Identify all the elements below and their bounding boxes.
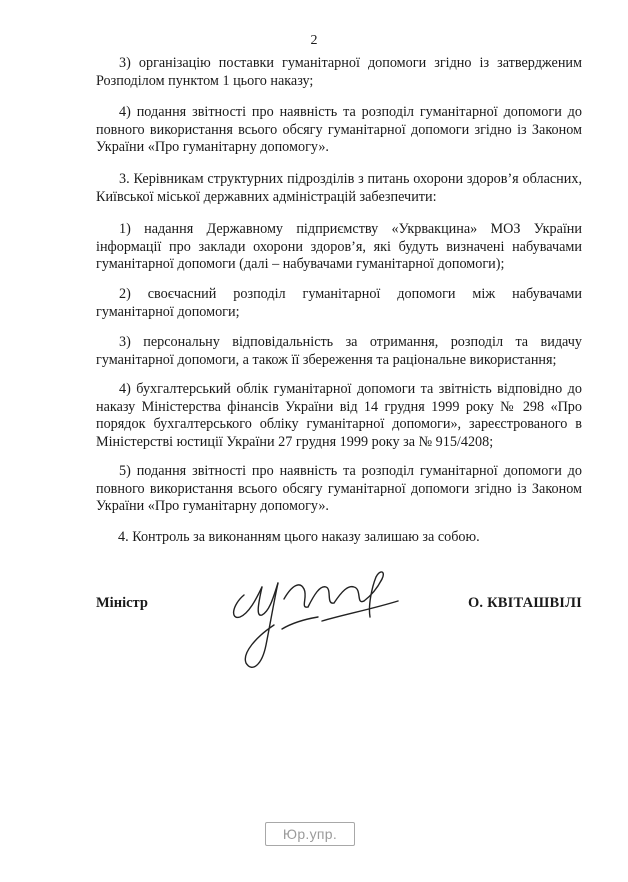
paragraph-text: 4) подання звітності про наявність та розподіл гуманітарної допомоги до повного використання всього обсягу гуманітарної допомоги згідно із Законом України «Про гуманітарну допомогу». <box>96 104 582 156</box>
paragraph-text: 3) організацію поставки гуманітарної допомоги згідно із затвердженим Розподілом пунктом 1 цього наказу; <box>96 55 582 89</box>
paragraph-heads-instruction <box>96 171 582 206</box>
paragraph-text: 1) надання Державному підприємству «Укрвакцина» МОЗ України інформації про заклади охорони здоров’я, які будуть визначені набувачами гуманітарної допомоги (далі – набувачами гуманітарної допомоги); <box>96 221 582 273</box>
signatory-title: Міністр <box>96 595 148 611</box>
paragraph-info-provision <box>96 221 582 274</box>
paragraph-reporting-2 <box>96 463 582 516</box>
paragraph-text: 4. Контроль за виконанням цього наказу залишаю за собою. <box>118 529 480 545</box>
page-number: 2 <box>310 33 318 48</box>
handwritten-signature <box>222 565 422 685</box>
paragraph-text: 3) персональну відповідальність за отримання, розподіл та видачу гуманітарної допомоги, а також її збереження та раціональне використання; <box>96 334 582 368</box>
department-stamp: Юр.упр. <box>265 822 355 846</box>
paragraph-text: 4) бухгалтерський облік гуманітарної допомоги та звітність відповідно до наказу Міністерства фінансів України від 14 грудня 1999 року № 298 «Про порядок бухгалтерського обліку гуманітарної допомоги», зареєстрованого в Міністерстві юстиції України 27 грудня 1999 року за № 915/4208; <box>96 381 582 450</box>
paragraph-accounting <box>96 381 582 451</box>
paragraph-control <box>96 529 582 547</box>
paragraph-text: 5) подання звітності про наявність та розподіл гуманітарної допомоги до повного використання всього обсягу гуманітарної допомоги згідно із Законом України «Про гуманітарну допомогу». <box>96 463 582 515</box>
paragraph-personal-responsibility <box>96 334 582 369</box>
paragraph-text: 2) своєчасний розподіл гуманітарної допомоги між набувачами гуманітарної допомоги; <box>96 286 582 320</box>
paragraph-text: 3. Керівникам структурних підрозділів з питань охорони здоров’я обласних, Київської міської державних адміністрацій забезпечити: <box>96 171 582 205</box>
signatory-name: О. КВІТАШВІЛІ <box>467 595 582 611</box>
signature-block <box>0 585 628 695</box>
paragraph-timely-distribution <box>96 286 582 321</box>
paragraph-reporting-1 <box>96 104 582 157</box>
paragraph-supply-organization <box>96 55 582 90</box>
